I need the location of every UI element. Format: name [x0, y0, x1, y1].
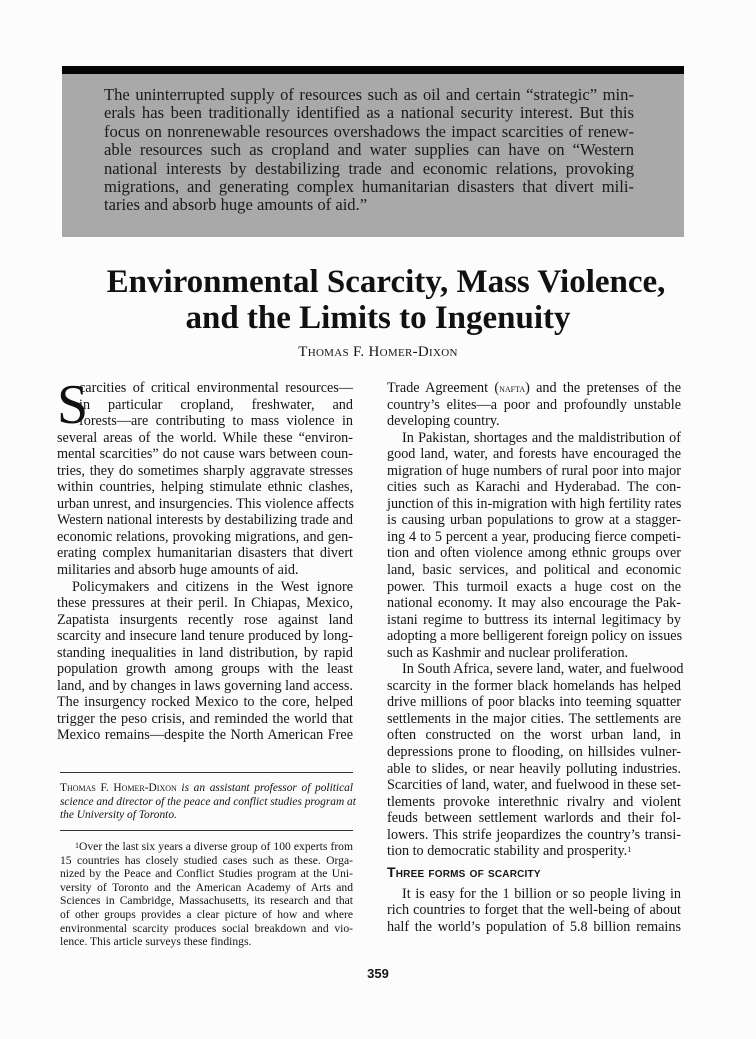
- body-line: in particular cropland, freshwater, and: [79, 396, 353, 413]
- body-line: Policymakers and citizens in the West ignore: [72, 578, 353, 595]
- pull-quote-top-bar: [62, 66, 684, 74]
- body-line: lowers. This strife jeopardizes the country’s transi-: [387, 826, 681, 843]
- footnote-line: versity of Toronto and the American Academy of Arts and: [60, 880, 353, 894]
- body-line: Western national interests by destabilizing trade and: [57, 512, 353, 529]
- article-title-line-2: and the Limits to Ingenuity: [185, 300, 571, 336]
- author-bio: [60, 782, 356, 823]
- right-column: [387, 380, 684, 936]
- body-line: carcities of critical environmental resources—: [79, 380, 353, 396]
- body-line: migration of huge numbers of rural poor into major: [387, 462, 681, 479]
- body-line: country’s elites—a poor and profoundly unstable: [387, 396, 681, 413]
- footnote-divider: [60, 830, 353, 831]
- body-line: It is easy for the 1 billion or so people living in: [402, 885, 681, 902]
- body-line: is causing urban populations to grow at a stagger-: [387, 512, 681, 529]
- footnote-line: Over the last six years a diverse group of 100 experts from: [79, 840, 353, 853]
- bio-author-name: Thomas F. Homer-Dixon: [60, 782, 177, 794]
- body-line: mental scarcities” do not cause wars between coun-: [57, 446, 353, 463]
- body-line: Mexico remains—despite the North American Free: [57, 727, 353, 744]
- body-line: land, basic services, and political and economic: [387, 562, 681, 579]
- pull-quote-line: focus on nonrenewable resources overshadows the impact scarcities of renew-: [104, 121, 634, 141]
- pull-quote-line: The uninterrupted supply of resources such as oil and certain “strategic” min-: [104, 85, 634, 104]
- body-line: national economy. It may also encourage the Pak-: [387, 595, 681, 612]
- body-line: developing country.: [387, 413, 500, 430]
- bio-text: the University of Toronto.: [60, 809, 177, 822]
- body-line: standing inequalities in land distribution, by rapid: [57, 644, 353, 661]
- body-line: cities such as Karachi and Hyderabad. The con-: [387, 479, 681, 496]
- body-line: militaries and absorb huge amounts of aid.: [57, 562, 299, 579]
- footnote-reference[interactable]: 1: [627, 845, 632, 855]
- pull-quote-line: erals has been traditionally identified as a national security interest. But this: [104, 103, 634, 123]
- drop-cap: S: [57, 374, 89, 436]
- body-line: scarcity in the former black homelands has helped: [387, 677, 681, 694]
- body-line: half the world’s population of 5.8 billion remains: [387, 918, 681, 935]
- footnote-line: 15 countries has closely studied cases such as these. Orga-: [60, 853, 353, 867]
- body-line: forests—are contributing to mass violence in: [79, 413, 353, 430]
- body-line: urban unrest, and insurgencies. This violence affects: [57, 495, 355, 512]
- pull-quote-line: able resources such as cropland and water supplies can have on “Western: [104, 140, 634, 160]
- body-line: feuds between settlement warlords and their fol-: [387, 810, 681, 827]
- body-line: drive millions of poor blacks into teeming squatter: [387, 694, 681, 711]
- footnote-line: lence. This article surveys these findings.: [60, 935, 252, 949]
- body-text: Trade Agreement (: [387, 380, 500, 396]
- body-line: tries, they do sometimes sharply aggravate stresses: [57, 462, 353, 479]
- body-text: ) and the pretenses of the: [525, 380, 681, 396]
- footnote-line: Sciences in Cambridge, Massachusetts, its research and that: [60, 894, 353, 908]
- body-line: In Pakistan, shortages and the maldistribution of: [402, 429, 681, 446]
- body-line: The insurgency rocked Mexico to the core, helped: [57, 694, 353, 711]
- body-line: istani regime to buttress its internal legitimacy by: [387, 611, 681, 628]
- body-line: ing 4 to 5 percent a year, producing fierce competi-: [387, 528, 681, 545]
- body-line: such as Kashmir and nuclear proliferation.: [387, 644, 629, 661]
- body-line: trigger the peso crisis, and reminded the world that: [57, 710, 353, 727]
- body-line: several areas of the world. While these “environ-: [57, 429, 353, 446]
- article-title-line-1: Environmental Scarcity, Mass Violence,: [106, 264, 666, 300]
- footnote-line: of other groups provides a clear picture of how and where: [60, 907, 353, 921]
- left-column: [57, 374, 355, 744]
- body-line: good land, water, and forests have encouraged the: [387, 446, 681, 463]
- article-author: Thomas F. Homer-Dixon: [298, 344, 458, 360]
- bio-text: is an assistant professor of political: [176, 782, 353, 794]
- pull-quote-text: [104, 86, 634, 215]
- body-line: these pressures at their peril. In Chiapas, Mexico,: [57, 595, 353, 612]
- nafta-acronym: nafta: [499, 381, 526, 395]
- body-line: scarcity and insecure land tenure produced by long-: [57, 628, 353, 645]
- body-line: tion and often violence among ethnic groups over: [387, 545, 681, 562]
- pull-quote-line: taries and absorb huge amounts of aid.”: [104, 195, 368, 215]
- body-line: settlements in the major cities. The settlements are: [387, 710, 681, 727]
- footnote-divider: [60, 772, 353, 773]
- body-line: often constructed on the worst urban land, in: [387, 727, 681, 744]
- footnote: [60, 840, 353, 949]
- footnote-line: environmental scarcity produces social breakdown and vio-: [60, 921, 353, 935]
- body-line: economic relations, provoking migrations, and gen-: [57, 528, 353, 545]
- body-line: rich countries to forget that the well-being of about: [387, 902, 681, 919]
- page-number: 359: [367, 966, 389, 981]
- body-line: within countries, helping stimulate ethnic clashes,: [57, 479, 353, 496]
- body-line: land, and by changes in laws governing land access.: [57, 677, 353, 694]
- body-line: able to slides, or near heavily polluting industries.: [387, 760, 681, 777]
- body-line: junction of this in-migration with high fertility rates: [387, 495, 682, 512]
- body-line: Scarcities of land, water, and fuelwood in these set-: [387, 777, 681, 794]
- footnote-marker: 1: [75, 841, 79, 850]
- pull-quote-line: migrations, and generating complex humanitarian disasters that divert mili-: [104, 177, 634, 197]
- body-line: adopting a more belligerent foreign policy on issues: [387, 628, 683, 645]
- body-line: population growth among groups with the least: [57, 661, 353, 678]
- section-heading: Three forms of scarcity: [387, 863, 541, 880]
- body-line: Zapatista insurgents recently rose against land: [57, 611, 353, 628]
- body-line: depressions prone to flooding, on hillsides vulner-: [387, 744, 681, 761]
- body-line: power. This turmoil exacts a huge cost on the: [387, 578, 681, 595]
- bio-text: science and director of the peace and conflict studies program at: [60, 795, 356, 808]
- body-text: tion to democratic stability and prosperity.: [387, 843, 628, 860]
- body-line: erating complex humanitarian disasters that divert: [57, 545, 353, 562]
- footnote-line: nized by the Peace and Conflict Studies program at the Uni-: [60, 867, 353, 881]
- pull-quote-line: national interests by destabilizing trade and economic relations, provoking: [104, 158, 634, 178]
- pull-quote-box: [62, 66, 684, 237]
- body-line: tlements provoke interethnic rivalry and violent: [387, 793, 681, 810]
- body-line: In South Africa, severe land, water, and fuelwood: [402, 661, 684, 678]
